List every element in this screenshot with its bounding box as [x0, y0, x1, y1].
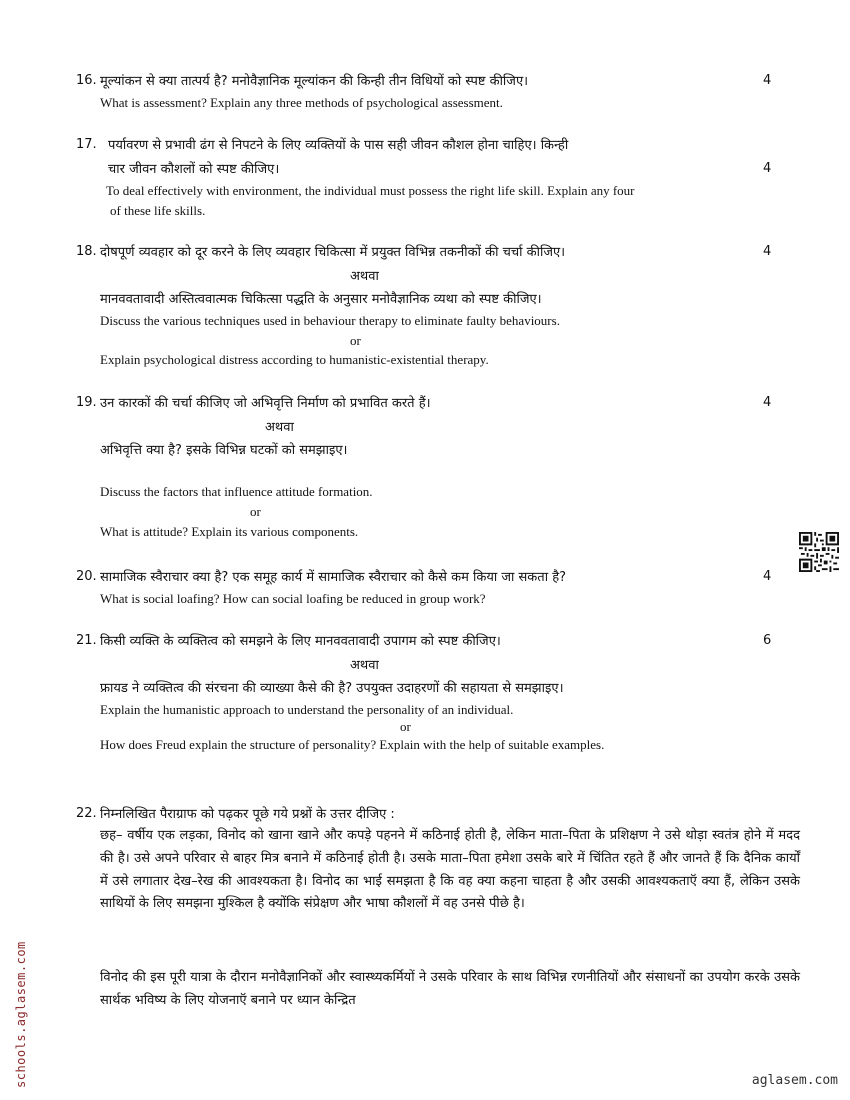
- qr-code-icon: [799, 532, 839, 572]
- passage-paragraph: विनोद की इस पूरी यात्रा के दौरान मनोवैज्ञानिकों और स्वास्थ्यकर्मियों ने उसके परिवार के साथ विभिन्न रणनीतियों और संसाधनों का उपयोग करके उसके सार्थक भविष्य के लिए योजनाऍ बनाने पर ध्यान केन्द्रित: [100, 970, 800, 1008]
- question-hindi: दोषपूर्ण व्यवहार को दूर करने के लिए व्यवहार चिकित्सा में प्रयुक्त विभिन्न तकनीकों की चर्चा कीजिए।: [100, 245, 566, 260]
- question-marks: 4: [763, 569, 772, 584]
- question-number: 20.: [76, 569, 97, 584]
- question-marks: 6: [763, 633, 772, 648]
- question-english: Discuss the various techniques used in behaviour therapy to eliminate faulty behaviours.: [100, 313, 560, 328]
- passage-paragraph: छह– वर्षीय एक लड़का, विनोद को खाना खाने और कपड़े पहनने में कठिनाई होती है, लेकिन माता–पिता के प्रशिक्षण ने उसे थोड़ा स्वतंत्र होने में मदद की है। उसे अपने परिवार से बाहर मित्र बनाने में कठिनाई होती है। उसके माता–पिता हमेशा उसके बारे में चिंतित रहते हैं और जानते हैं कि दैनिक कार्यों में उसे लगातार देख–रेख की आवश्यकता है। विनोद का भाई समझता है कि वह क्या कहना चाहता है और उसकी आवश्यकताऍ क्या हैं, लेकिन उसके साथियों के लिए समझना मुश्किल है क्योंकि संप्रेक्षण और भाषा कौशलों में वह उनसे पीछे है।: [100, 828, 800, 912]
- or-english: or: [250, 504, 261, 519]
- question-number: 17.: [76, 137, 97, 152]
- or-english: or: [400, 719, 411, 734]
- question-english: What is social loafing? How can social loafing be reduced in group work?: [100, 591, 486, 606]
- question-hindi: मूल्यांकन से क्या तात्पर्य है? मनोवैज्ञानिक मूल्यांकन की किन्ही तीन विधियों को स्पष्ट कीजिए।: [100, 74, 529, 89]
- question-marks: 4: [763, 161, 772, 176]
- question-hindi: सामाजिक स्वैराचार क्या है? एक समूह कार्य में सामाजिक स्वैराचार को कैसे कम किया जा सकता है?: [100, 570, 566, 585]
- question-number: 19.: [76, 395, 97, 410]
- or-hindi: अथवा: [350, 658, 379, 673]
- question-number: 18.: [76, 244, 97, 259]
- side-watermark: schools.aglasem.com: [14, 941, 28, 1088]
- question-english: What is assessment? Explain any three methods of psychological assessment.: [100, 95, 503, 110]
- question-marks: 4: [763, 244, 772, 259]
- or-hindi: अथवा: [350, 269, 379, 284]
- question-hindi: किसी व्यक्ति के व्यक्तित्व को समझने के लिए मानववतावादी उपागम को स्पष्ट कीजिए।: [100, 634, 501, 649]
- question-hindi: उन कारकों की चर्चा कीजिए जो अभिवृत्ति निर्माण को प्रभावित करते हैं।: [100, 396, 431, 411]
- or-english: or: [350, 333, 361, 348]
- question-marks: 4: [763, 395, 772, 410]
- footer-watermark: aglasem.com: [751, 1073, 838, 1088]
- question-english: To deal effectively with environment, the individual must possess the right life skill. Explain any four: [106, 183, 635, 198]
- question-english: Discuss the factors that influence attitude formation.: [100, 484, 373, 499]
- or-hindi: अथवा: [265, 420, 294, 435]
- question-english-alt: What is attitude? Explain its various components.: [100, 524, 359, 539]
- question-hindi-alt: फ्रायड ने व्यक्तित्व की संरचना की व्याख्या कैसे की है? उपयुक्त उदाहरणों की सहायता से समझाइए।: [100, 681, 564, 696]
- question-english-cont: of these life skills.: [110, 203, 206, 218]
- question-english: Explain the humanistic approach to understand the personality of an individual.: [100, 702, 514, 717]
- question-marks: 4: [763, 73, 772, 88]
- question-hindi: पर्यावरण से प्रभावी ढंग से निपटने के लिए व्यक्तियों के पास सही जीवन कौशल होना चाहिए। किन्ही: [108, 138, 569, 153]
- question-number: 21.: [76, 633, 97, 648]
- question-hindi-alt: मानववतावादी अस्तित्ववात्मक चिकित्सा पद्धति के अनुसार मनोवैज्ञानिक व्यथा को स्पष्ट कीजिए।: [100, 292, 542, 307]
- question-number: 22.: [76, 806, 97, 821]
- question-english-alt: Explain psychological distress according to humanistic-existential therapy.: [100, 352, 489, 367]
- question-hindi: निम्नलिखित पैराग्राफ को पढ़कर पूछे गये प्रश्नों के उत्तर दीजिए :: [100, 807, 395, 822]
- question-english-alt: How does Freud explain the structure of personality? Explain with the help of suitable examples.: [100, 737, 605, 752]
- question-number: 16.: [76, 73, 97, 88]
- question-hindi-alt: अभिवृत्ति क्या है? इसके विभिन्न घटकों को समझाइए।: [100, 443, 348, 458]
- question-hindi-cont: चार जीवन कौशलों को स्पष्ट कीजिए।: [108, 162, 280, 177]
